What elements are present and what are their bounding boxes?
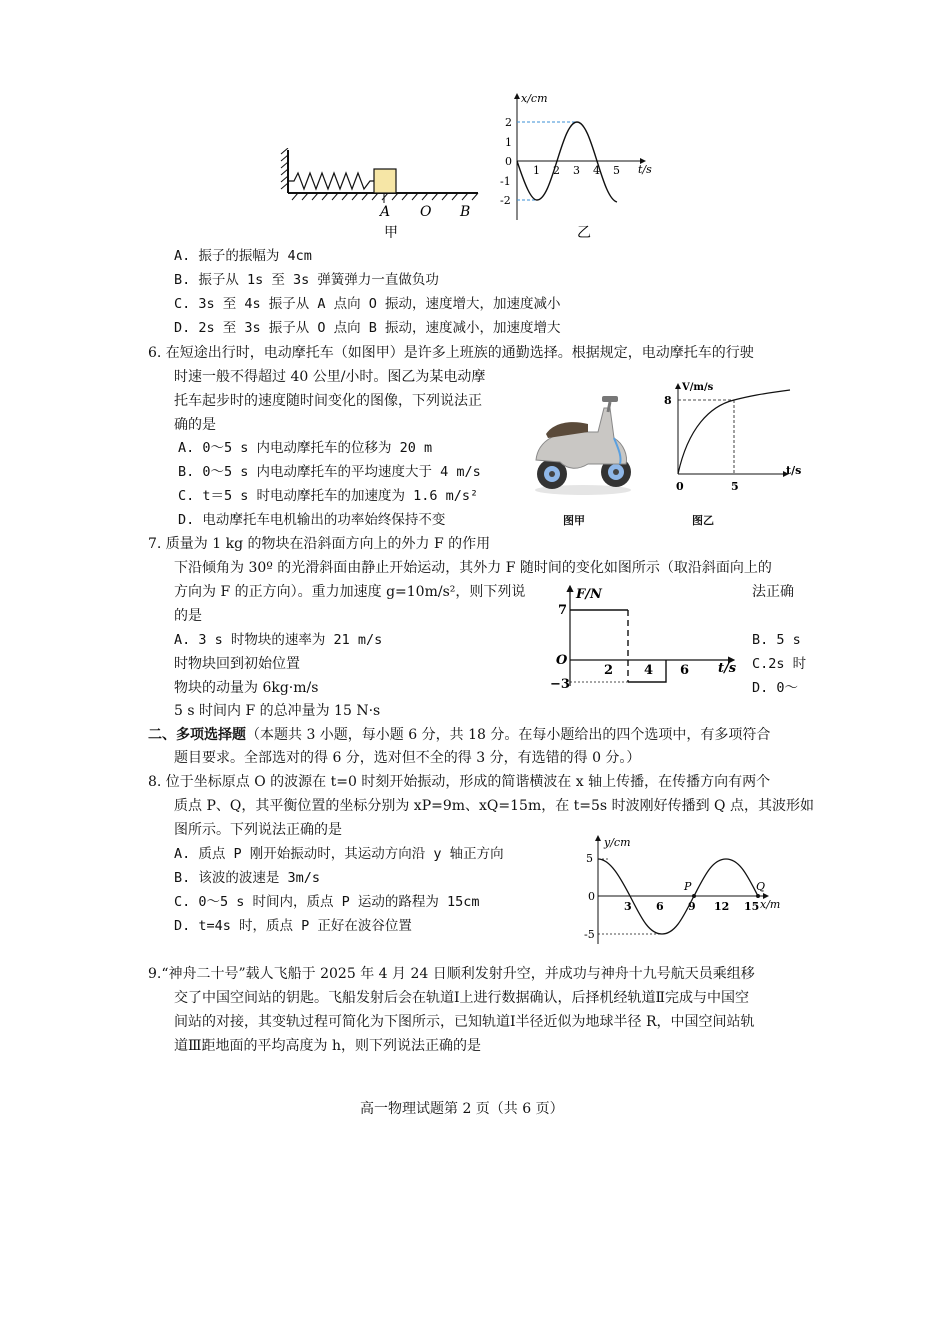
q9-line-4: 道Ⅲ距地面的平均高度为 h，则下列说法正确的是 (174, 1038, 481, 1054)
section2-heading: 二、多项选择题 (148, 727, 246, 743)
q6-option-c: C. t＝5 s 时电动摩托车的加速度为 1.6 m/s² (178, 488, 479, 504)
label-O: O (420, 204, 432, 220)
q5-option-d: D. 2s 至 3s 振子从 O 点向 B 振动，速度减小，加速度增大 (174, 320, 561, 336)
ft-yneg: −3 (550, 677, 570, 692)
q8-option-d: D. t=4s 时，质点 P 正好在波谷位置 (174, 918, 412, 934)
section2-desc-1: （本题共 3 小题，每小题 6 分，共 18 分。在每小题给出的四个选项中，有多项符合 (246, 727, 771, 743)
label-B: B (460, 204, 471, 220)
wave-xtick-9: 9 (688, 900, 696, 913)
q8-line-2: 质点 P、Q，其平衡位置的坐标分别为 xP=9m、xQ=15m，在 t=5s 时波刚好传播到 Q 点，其波形如 (174, 798, 814, 814)
wave-graph (580, 832, 790, 947)
page-footer: 高一物理试题第 2 页（共 6 页） (360, 1101, 564, 1117)
scooter-image (528, 378, 638, 498)
xt-ytick-0: 0 (505, 155, 512, 168)
xt-xtick-3: 3 (573, 164, 580, 177)
q5-option-c: C. 3s 至 4s 振子从 A 点向 O 振动，速度增大，加速度减小 (174, 296, 561, 312)
q6-stem-4: 确的是 (174, 417, 216, 433)
xt-xtick-4: 4 (593, 164, 600, 177)
ft-xtick-4: 4 (644, 663, 654, 678)
q7-line-8: 5 s 时间内 F 的总冲量为 15 N·s (174, 703, 381, 719)
q7-line-5a: A. 3 s 时物块的速率为 21 m/s (174, 632, 383, 648)
ft-xtick-6: 6 (680, 663, 690, 678)
q5-option-a: A. 振子的振幅为 4cm (174, 248, 312, 264)
q6-stem-1: 6. 在短途出行时，电动摩托车（如图甲）是许多上班族的通勤选择。根据规定，电动摩托车的行驶 (148, 345, 754, 361)
vt-ymark: 8 (664, 394, 672, 407)
q8-line-3: 图所示。下列说法正确的是 (174, 822, 342, 838)
q7-line-3b: 法正确 (752, 584, 794, 600)
q9-line-3: 间站的对接，其变轨过程可简化为下图所示，已知轨道Ⅰ半径近似为地球半径 R，中国空间站轨 (174, 1014, 755, 1030)
vt-xlabel: t/s (786, 464, 802, 477)
xt-ytick-neg1: -1 (500, 175, 511, 188)
ft-xlabel: t/s (718, 661, 737, 676)
vt-xmark: 5 (731, 480, 739, 493)
ft-graph (548, 582, 748, 692)
q7-line-5b: B. 5 s (752, 632, 801, 648)
q6-option-d: D. 电动摩托车电机输出的功率始终保持不变 (178, 512, 446, 528)
wave-xtick-3: 3 (624, 900, 632, 913)
q8-line-1: 8. 位于坐标原点 O 的波源在 t=0 时刻开始振动，形成的简谐横波在 x 轴上传播，在传播方向有两个 (148, 774, 771, 790)
xt-ytick-neg2: -2 (500, 194, 511, 207)
q7-line-6a: 时物块回到初始位置 (174, 656, 300, 672)
wave-origin: 0 (588, 890, 595, 903)
wave-label-Q: Q (756, 880, 766, 893)
q9-line-1: 9.“神舟二十号”载人飞船于 2025 年 4 月 24 日顺利发射升空，并成功与神舟十九号航天员乘组移 (148, 966, 755, 982)
q7-line-7: 物块的动量为 6kg·m/s (174, 680, 319, 696)
q8-option-c: C. 0～5 s 时间内，质点 P 运动的路程为 15cm (174, 894, 480, 910)
wave-xlabel: x/m (760, 898, 781, 911)
q7-line-6b: C.2s 时 (752, 656, 807, 672)
caption-figure-yi: 图乙 (692, 514, 714, 527)
wave-xtick-15: 15 (744, 900, 760, 913)
xt-ytick-1: 1 (505, 136, 512, 149)
caption-figure-jia: 图甲 (563, 514, 585, 527)
caption-jia: 甲 (384, 225, 398, 238)
q7-line-4: 的是 (174, 608, 202, 624)
vt-graph (660, 378, 810, 508)
xt-xtick-5: 5 (613, 164, 620, 177)
q7-line-7b: D. 0～ (752, 680, 799, 696)
wave-label-P: P (684, 880, 692, 893)
q8-option-b: B. 该波的波速是 3m/s (174, 870, 321, 886)
xt-ylabel: x/cm (521, 92, 548, 105)
q6-option-b: B. 0～5 s 内电动摩托车的平均速度大于 4 m/s (178, 464, 481, 480)
spring-oscillator-figure (278, 148, 488, 238)
vt-ylabel: V/m/s (682, 382, 714, 393)
q9-line-2: 交了中国空间站的钥匙。飞船发射后会在轨道Ⅰ上进行数据确认，后择机经轨道Ⅱ完成与中国空 (174, 990, 750, 1006)
xt-xtick-1: 1 (533, 164, 540, 177)
xt-graph (495, 90, 665, 240)
label-A: A (380, 204, 391, 220)
q7-line-3a: 方向为 F 的正方向）。重力加速度 g=10m/s²，则下列说 (174, 584, 526, 600)
q5-option-b: B. 振子从 1s 至 3s 弹簧弹力一直做负功 (174, 272, 439, 288)
xt-ytick-2: 2 (505, 116, 512, 129)
wave-xtick-12: 12 (714, 900, 730, 913)
section2-desc-2: 题目要求。全部选对的得 6 分，选对但不全的得 3 分，有选错的得 0 分。） (174, 750, 641, 766)
xt-xlabel: t/s (638, 163, 652, 176)
wave-ylabel: y/cm (604, 836, 631, 849)
ft-ypos: 7 (558, 603, 568, 618)
xt-xtick-2: 2 (553, 164, 560, 177)
q6-option-a: A. 0～5 s 内电动摩托车的位移为 20 m (178, 440, 433, 456)
wave-ypos: 5 (586, 852, 593, 865)
caption-yi: 乙 (577, 225, 591, 240)
q6-stem-3: 托车起步时的速度随时间变化的图像，下列说法正 (174, 393, 482, 409)
ft-ylabel: F/N (576, 587, 602, 602)
vt-origin: 0 (676, 480, 684, 493)
xt-sine-curve (517, 122, 617, 202)
q6-stem-2: 时速一般不得超过 40 公里/小时。图乙为某电动摩 (174, 369, 486, 385)
q7-line-1: 7. 质量为 1 kg 的物块在沿斜面方向上的外力 F 的作用 (148, 536, 491, 552)
q8-option-a: A. 质点 P 刚开始振动时，其运动方向沿 y 轴正方向 (174, 846, 504, 862)
wave-xtick-6: 6 (656, 900, 664, 913)
wave-yneg: -5 (584, 928, 595, 941)
q7-line-2: 下沿倾角为 30º 的光滑斜面由静止开始运动，其外力 F 随时间的变化如图所示（取沿斜面向上的 (174, 560, 772, 576)
ft-xtick-2: 2 (604, 663, 614, 678)
ft-origin: O (556, 653, 568, 668)
